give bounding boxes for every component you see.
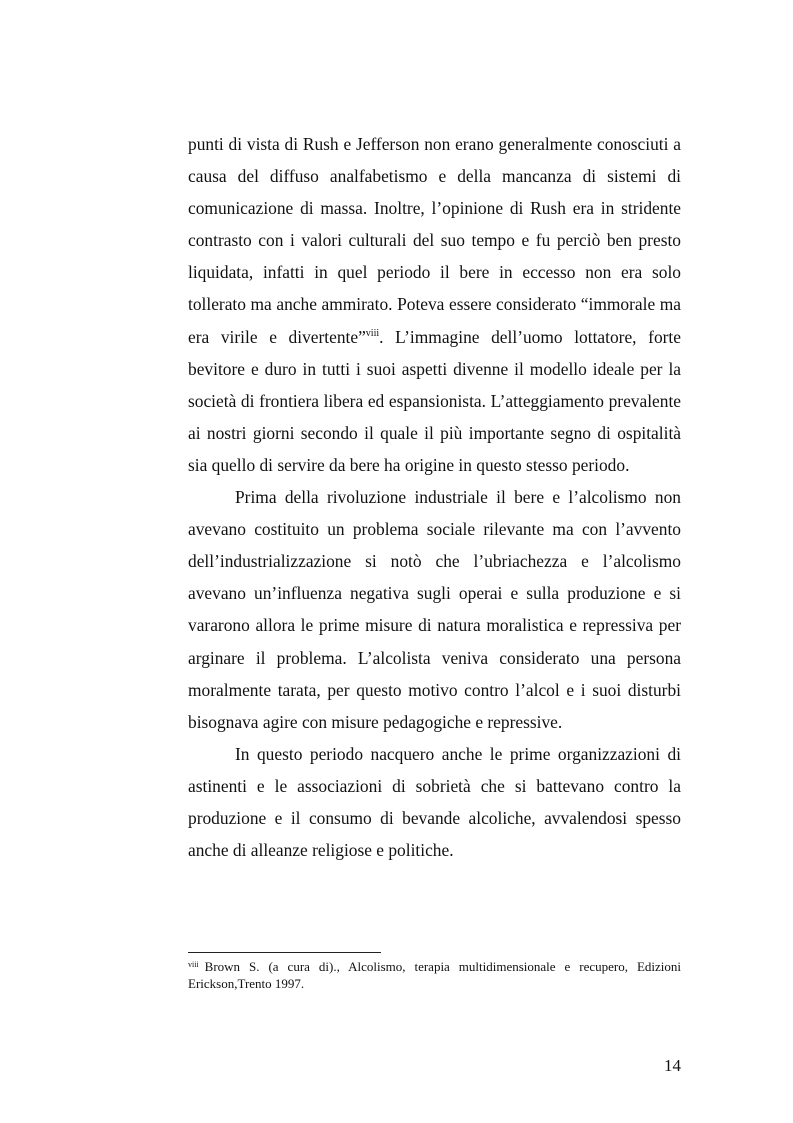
footnote-marker: viii (188, 960, 199, 969)
paragraph-1-part-1: punti di vista di Rush e Jefferson non erano generalmente conosciuti a causa del diffuso analfabetismo e della mancanza di sistemi di comunicazione di massa. Inoltre, l’opinione di Rush era in stridente contrasto con i valori culturali del suo tempo e fu perciò ben presto liquidata, infatti in quel periodo il bere in eccesso non era solo tollerato ma anche ammirato. Poteva essere considerato “immorale ma era virile e divertente” (188, 134, 681, 347)
footnote-separator (188, 952, 381, 953)
paragraph-1-part-2: . L’immagine dell’uomo lottatore, forte bevitore e duro in tutti i suoi aspetti divenne il modello ideale per la società di frontiera libera ed espansionista. L’atteggiamento prevalente ai nostri giorni secondo il quale il più importante segno di ospitalità sia quello di servire da bere ha origine in questo stesso periodo. (188, 326, 681, 475)
paragraph-1 (188, 128, 681, 481)
footnote-text: Brown S. (a cura di)., Alcolismo, terapia multidimensionale e recupero, Edizioni Erickson,Trento 1997. (188, 959, 681, 991)
footnote (188, 959, 681, 992)
body-text (188, 128, 681, 866)
page-number: 14 (664, 1056, 681, 1075)
paragraph-2: Prima della rivoluzione industriale il bere e l’alcolismo non avevano costituito un problema sociale rilevante ma con l’avvento dell’industrializzazione si notò che l’ubriachezza e l’alcolismo avevano un’influenza negativa sugli operai e sulla produzione e si vararono allora le prime misure di natura moralistica e repressiva per arginare il problema. L’alcolista veniva considerato una persona moralmente tarata, per questo motivo contro l’alcol e i suoi disturbi bisognava agire con misure pedagogiche e repressive. (188, 487, 681, 732)
paragraph-3: In questo periodo nacquero anche le prime organizzazioni di astinenti e le associazioni di sobrietà che si battevano contro la produzione e il consumo di bevande alcoliche, avvalendosi spesso anche di alleanze religiose e politiche. (188, 743, 681, 861)
footnote-reference: viii (365, 327, 380, 339)
